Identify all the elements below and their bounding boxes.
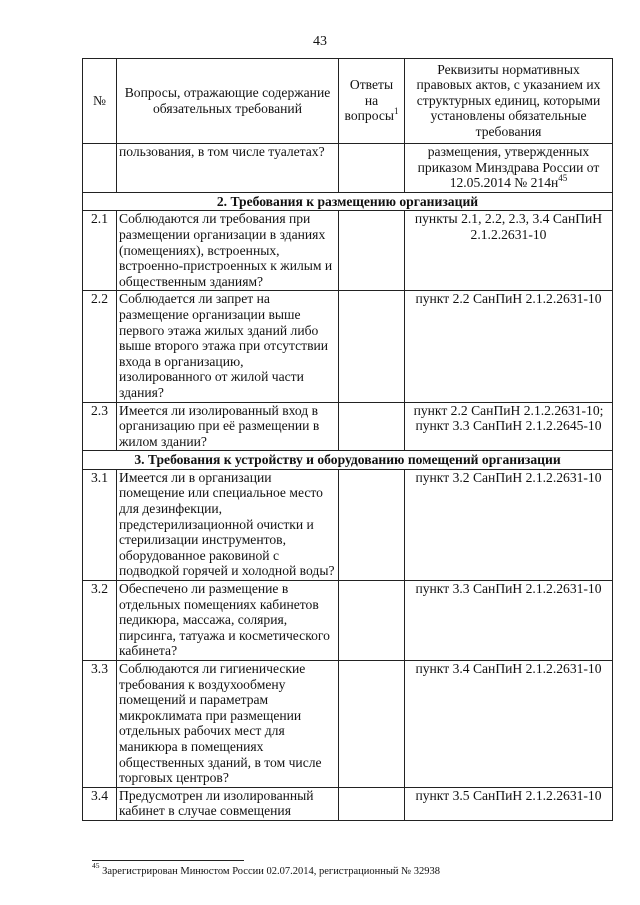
table-row (83, 211, 613, 291)
row-question: Обеспечено ли размещение в отдельных помещениях кабинетов педикюра, массажа, солярия, пирсинга, татуажа и косметического кабинета? (117, 581, 339, 661)
continuation-num (83, 144, 117, 193)
row-requisite: пункт 3.2 СанПиН 2.1.2.2631-10 (405, 469, 613, 580)
row-question: Имеется ли в организации помещение или специальное место для дезинфекции, предстерилизационной очистки и стерилизации инструментов, оборудованное раковиной с подводкой горячей и холодной воды? (117, 469, 339, 580)
section-row (83, 451, 613, 470)
page-number: 43 (313, 34, 327, 49)
footnote-divider (92, 860, 244, 861)
table-row (83, 469, 613, 580)
continuation-answer (339, 144, 405, 193)
row-requisite: пункт 3.5 СанПиН 2.1.2.2631-10 (405, 787, 613, 820)
continuation-row (83, 144, 613, 193)
row-requisite: пункт 2.2 СанПиН 2.1.2.2631-10 (405, 291, 613, 402)
table-row (83, 291, 613, 402)
requirements-table (82, 58, 613, 821)
header-question: Вопросы, отражающие содержание обязательных требований (117, 59, 339, 144)
continuation-requisite-text: размещения, утвержденных приказом Минздрава России от 12.05.2014 № 214н (417, 144, 600, 191)
header-requisites: Реквизиты нормативных правовых актов, с указанием их структурных единиц, которыми установлены обязательные требования (405, 59, 613, 144)
continuation-requisite (405, 144, 613, 193)
row-num: 2.3 (83, 402, 117, 451)
footnote (92, 860, 441, 877)
row-requisite: пункты 2.1, 2.2, 2.3, 3.4 СанПиН 2.1.2.2631-10 (405, 211, 613, 291)
footnote-text: Зарегистрирован Минюстом России 02.07.2014, регистрационный № 32938 (102, 866, 441, 877)
row-question: Соблюдаются ли требования при размещении организации в зданиях (помещениях), встроенных, встроенно-пристроенных к жилым и общественным зданиям? (117, 211, 339, 291)
header-row (83, 59, 613, 144)
row-requisite: пункт 2.2 СанПиН 2.1.2.2631-10; пункт 3.3 СанПиН 2.1.2.2645-10 (405, 402, 613, 451)
row-num: 3.3 (83, 661, 117, 788)
continuation-requisite-note: 45 (558, 172, 568, 183)
section-title: 3. Требования к устройству и оборудованию помещений организации (83, 451, 613, 470)
row-answer (339, 291, 405, 402)
row-answer (339, 469, 405, 580)
row-answer (339, 211, 405, 291)
requirements-table-container (82, 58, 612, 821)
row-answer (339, 787, 405, 820)
row-answer (339, 402, 405, 451)
section-row (83, 192, 613, 211)
header-answers-note: 1 (394, 105, 399, 116)
row-question: Соблюдается ли запрет на размещение организации выше первого этажа жилых зданий либо выше второго этажа при отсутствии входа в организацию, изолированного от жилой части здания? (117, 291, 339, 402)
row-question: Предусмотрен ли изолированный кабинет в случае совмещения (117, 787, 339, 820)
table-row (83, 581, 613, 661)
footnote-marker: 45 (92, 860, 100, 870)
row-num: 3.1 (83, 469, 117, 580)
header-num: № (83, 59, 117, 144)
row-question: Имеется ли изолированный вход в организацию при её размещении в жилом здании? (117, 402, 339, 451)
row-answer (339, 581, 405, 661)
header-answers (339, 59, 405, 144)
row-requisite: пункт 3.4 СанПиН 2.1.2.2631-10 (405, 661, 613, 788)
row-answer (339, 661, 405, 788)
row-question: Соблюдаются ли гигиенические требования к воздухообмену помещений и параметрам микроклимата при размещении отдельных рабочих мест для маникюра в помещениях общественных зданий, в том числе торговых центров? (117, 661, 339, 788)
row-num: 2.1 (83, 211, 117, 291)
row-num: 3.4 (83, 787, 117, 820)
section-title: 2. Требования к размещению организаций (83, 192, 613, 211)
table-row (83, 402, 613, 451)
row-num: 3.2 (83, 581, 117, 661)
continuation-question: пользования, в том числе туалетах? (117, 144, 339, 193)
row-requisite: пункт 3.3 СанПиН 2.1.2.2631-10 (405, 581, 613, 661)
table-row (83, 787, 613, 820)
row-num: 2.2 (83, 291, 117, 402)
table-row (83, 661, 613, 788)
header-answers-text: Ответы на вопросы (344, 77, 394, 124)
